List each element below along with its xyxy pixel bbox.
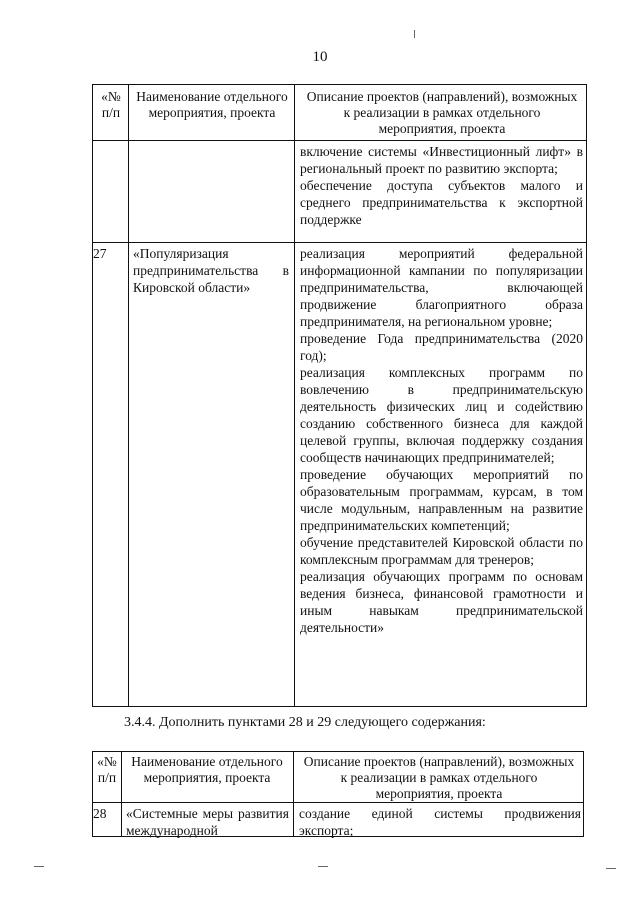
table-col-divider — [121, 752, 122, 836]
row-description: создание единой системы продвижения экспорта; — [299, 806, 581, 838]
desc-item: проведение обучающих мероприятий по образовательным программам, курсам, в том числе модульным, направленным на развитие предпринимательских компетенций; — [300, 467, 583, 533]
section-heading: 3.4.4. Дополнить пунктами 28 и 29 следующего содержания: — [124, 715, 486, 730]
desc-item: включение системы «Инвестиционный лифт» в региональный проект по развитию экспорта; — [300, 144, 583, 176]
table-row-divider — [93, 242, 586, 243]
header-num: «№ п/п — [97, 754, 117, 785]
desc-item: обеспечение доступа субъектов малого и среднего предпринимательства к экспортной поддержке — [300, 178, 583, 227]
scan-mark — [318, 866, 328, 867]
desc-item: проведение Года предпринимательства (2020 год); — [300, 331, 583, 363]
scan-mark — [414, 30, 415, 38]
row-name: «Популяризация предпринимательства в Кировской области» — [133, 246, 289, 295]
table-row-divider — [93, 140, 586, 141]
table-new-rows — [92, 751, 584, 837]
header-desc: Описание проектов (направлений), возможных к реализации в рамках отдельного мероприятия, проекта — [306, 89, 578, 136]
desc-item: обучение представителей Кировской области по комплексным программам для тренеров; — [300, 535, 583, 567]
row-number: 27 — [93, 246, 107, 261]
header-name: Наименование отдельного мероприятия, проекта — [136, 89, 288, 120]
continued-description — [300, 143, 583, 228]
scan-mark — [34, 866, 44, 867]
table-col-divider — [293, 752, 294, 836]
page-number: 10 — [312, 49, 328, 65]
desc-item: реализация мероприятий федеральной информационной кампании по популяризации предпринимательства, включающей продвижение благоприятного образа предпринимателя, на региональном уровне; — [300, 246, 583, 329]
table-col-divider — [128, 85, 129, 706]
table-row-divider — [93, 802, 583, 803]
header-desc: Описание проектов (направлений), возможных к реализации в рамках отдельного мероприятия, проекта — [303, 754, 575, 801]
table-col-divider — [294, 85, 295, 706]
header-num: «№ п/п — [101, 89, 121, 120]
row-number: 28 — [93, 806, 107, 821]
row-name: «Системные меры развития международной — [126, 806, 289, 838]
scan-mark — [606, 868, 616, 869]
table-continuation — [92, 84, 587, 707]
desc-item: реализация комплексных программ по вовлечению в предпринимательскую деятельность физических лиц и содействию созданию собственного бизнеса для каждой целевой группы, включая поддержку создания сообществ начинающих предпринимателей; — [300, 365, 583, 465]
header-name: Наименование отдельного мероприятия, проекта — [131, 754, 283, 785]
row-description — [300, 245, 583, 636]
desc-item: реализация обучающих программ по основам ведения бизнеса, финансовой грамотности и иным навыкам предпринимательской деятельности» — [300, 569, 583, 635]
